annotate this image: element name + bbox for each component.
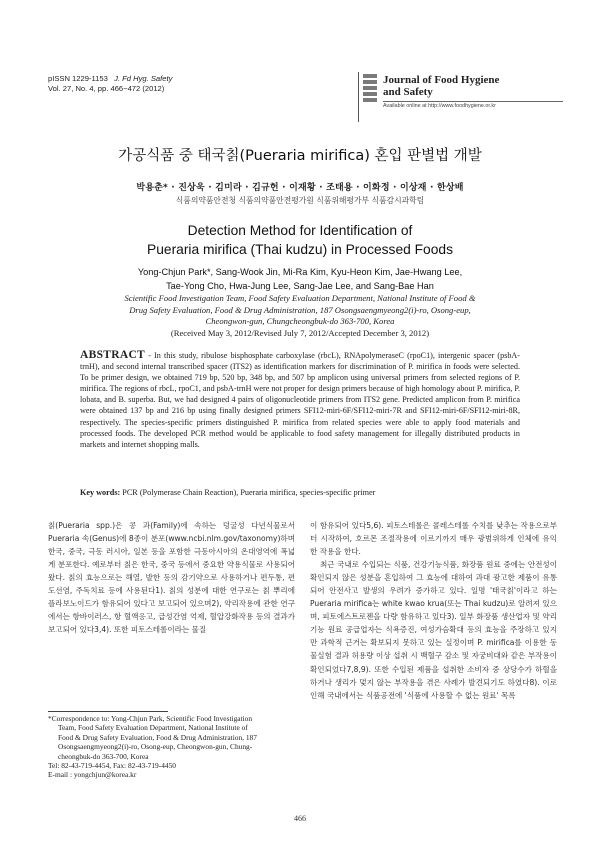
- journal-logo: [358, 72, 567, 122]
- keywords: [80, 488, 520, 497]
- abstract-text: - In this study, ribulose bisphosphate carboxylase (rbcL), RNApolymeraseC (rpoC1), intergenic spacer (psbA-trnH), and second internal transcribed spacer (ITS2) as identification markers for discrimination of P. mirifica in foods were selected. To be primer design, we obtained 719 bp, 520 bp, 348 bp, and 507 bp amplicon using universal primers from selected regions of P. mirifica. The regions of rbcL, rpoC1, and psbA-trnH were not proper for design primers because of high homology about P. mirifica, P. lobata, and B. superba. But, we had designed 4 pairs of oligonucleotide primers from ITS2 gene. Predicted amplicon from P. mirifica were obtained 137 bp and 216 bp using finally designed primers SFI12-miri-6F/SFI12-miri-7R and SFI12-miri-6F/SFI12-miri-8R, respectively. The species-specific primers distinguished P. mirifica from related species were able to apply food materials and processed foods. The developed PCR method would be applicable to food safety management for illegally distributed products in markets and internet shopping malls.: [80, 351, 520, 449]
- logo-bars-icon: [363, 74, 377, 106]
- title-english: Detection Method for Identification of Pueraria mirifica (Thai kudzu) in Processed Foods: [147, 223, 453, 257]
- abstract-heading: ABSTRACT: [80, 349, 146, 361]
- journal-url: Available online at http://www.foodhygiene.or.kr: [383, 103, 496, 109]
- journal-name: Journal of Food Hygiene and Safety: [383, 74, 500, 98]
- journal-abbrev: J. Fd Hyg. Safety: [114, 74, 173, 83]
- received-dates: (Received May 3, 2012/Revised July 7, 2012/Accepted December 3, 2012): [170, 328, 430, 338]
- body-paragraph: 이 함유되어 있다5,6). 피토스테롤은 콜레스테롤 수치를 낮추는 작용으로부터 시작하여, 호르몬 조절작용에 이르기까지 매우 광범위하게 인체에 유익한 작용을 한다.: [310, 521, 557, 557]
- body-column-right: [310, 519, 557, 702]
- keywords-label: Key words:: [80, 488, 121, 497]
- journal-meta: [48, 74, 172, 94]
- authors-english: Yong-Chjun Park*, Sang-Wook Jin, Mi-Ra Kim, Kyu-Heon Kim, Jae-Hwang Lee, Tae-Yong Cho, Hwa-Jung Lee, Sang-Jae Lee, and Sang-Bae Han: [137, 267, 463, 291]
- correspondence-footnote: *Correspondence to: Yong-Chjun Park, Scientific Food Investigation Team, Food Safety Evaluation Department, National Institute of Food & Drug Safety Evaluation, Food & Drug Administration, 187 Osongsaengmyeong2(i)-ro, Osong-eup, Cheongwon-gun, Chung- cheongbuk-do 363-700, Korea Tel: 82-43-719-4454, Fax: 82-43-719-4450 E-mail : yongchjun@korea.kr: [48, 714, 257, 780]
- title-korean: 가공식품 중 태국칡(Pueraria mirifica) 혼입 판별법 개발: [118, 148, 482, 164]
- body-paragraph: 칡(Pueraria spp.)은 콩 과(Family)에 속하는 덩굴성 다년식물로서 Pueraria 속(Genus)에 8종이 분포(www.ncbi.nlm.gov/taxonomy)하며 한국, 중국, 극동 러시아, 일본 등을 포함한 극동아시아의 온대영역에 폭넓게 분포한다. 예로부터 칡은 한국, 중국 등에서 중요한 약용식물로 사용되어 왔다. 칡의 효능으로는 해열, 발한 등의 감기약으로 사용하거나 편두통, 편도선염, 주독치료 등에 사용된다1). 칡의 성분에 대한 연구로는 칡 뿌리에 플라보노이드가 함유되어 있다고 보고되어 있으며2), 약리작용에 관한 연구에서는 항바이러스, 항 혈액응고, 급성간염 억제, 혈압강화작용 등의 결과가 보고되어 있다3,4). 또한 피토스테롤이라는 물질: [48, 521, 295, 635]
- abstract: [80, 350, 520, 450]
- issn: pISSN 1229-1153: [48, 74, 108, 83]
- body-column-left: [48, 519, 295, 636]
- keywords-text: PCR (Polymerase Chain Reaction), Pueraria mirifica, species-specific primer: [120, 488, 376, 497]
- affiliation-english: Scientific Food Investigation Team, Food Safety Evaluation Department, National Institute of Food & Drug Safety Evaluation, Food & Drug Administration, 187 Osongsaengmyeong2(i)-ro, Osong-eup, Cheongwon-gun, Chungcheongbuk-do 363-700, Korea: [124, 293, 476, 327]
- volume-info: Vol. 27, No. 4, pp. 466~472 (2012): [48, 84, 165, 93]
- affiliation-korean: 식품의약품안전청 식품의약품안전평가원 식품위해평가부 식품감시과학팀: [175, 196, 425, 205]
- authors-korean: 박용춘* · 진상욱 · 김미라 · 김규헌 · 이재황 · 조태용 · 이화정 · 이상재 · 한상배: [136, 183, 464, 193]
- footnote-divider: [48, 711, 168, 712]
- body-paragraph: 최근 국내로 수입되는 식품, 건강기능식품, 화장품 원료 중에는 안전성이 확인되지 않은 성분을 혼입하여 그 효능에 대하여 과대 광고한 제품이 유통되어 안전사고 발생의 우려가 증가하고 있다. 일명 '태국칡'이라고 하는 Pueraria mirifica는 white kwao krua(또는 Thai kudzu)로 알려져 있으며, 피토에스트로젠을 다량 함유하고 있다3). 일부 화장품 생산업자 및 약리기능 원료 공급업자는 식욕증진, 여성가슴확대 등의 효능을 주장하고 있지만 과학적 근거는 확보되지 못하고 있는 실정이며 P. mirifica를 이용한 동물실험 결과 허용량 이상 섭취 시 백혈구 감소 및 자궁비대와 같은 부작용이 확인되었다7,8,9). 또한 수입된 제품을 섭취한 소비자 중 상당수가 하혈을 하거나 생리가 멎지 않는 부작용을 겪은 사례가 발견되기도 하였다8). 이로 인해 국내에서는 식품공전에 '식품에 사용할 수 없는 원료' 목록: [310, 560, 557, 700]
- page-number: 466: [294, 814, 306, 823]
